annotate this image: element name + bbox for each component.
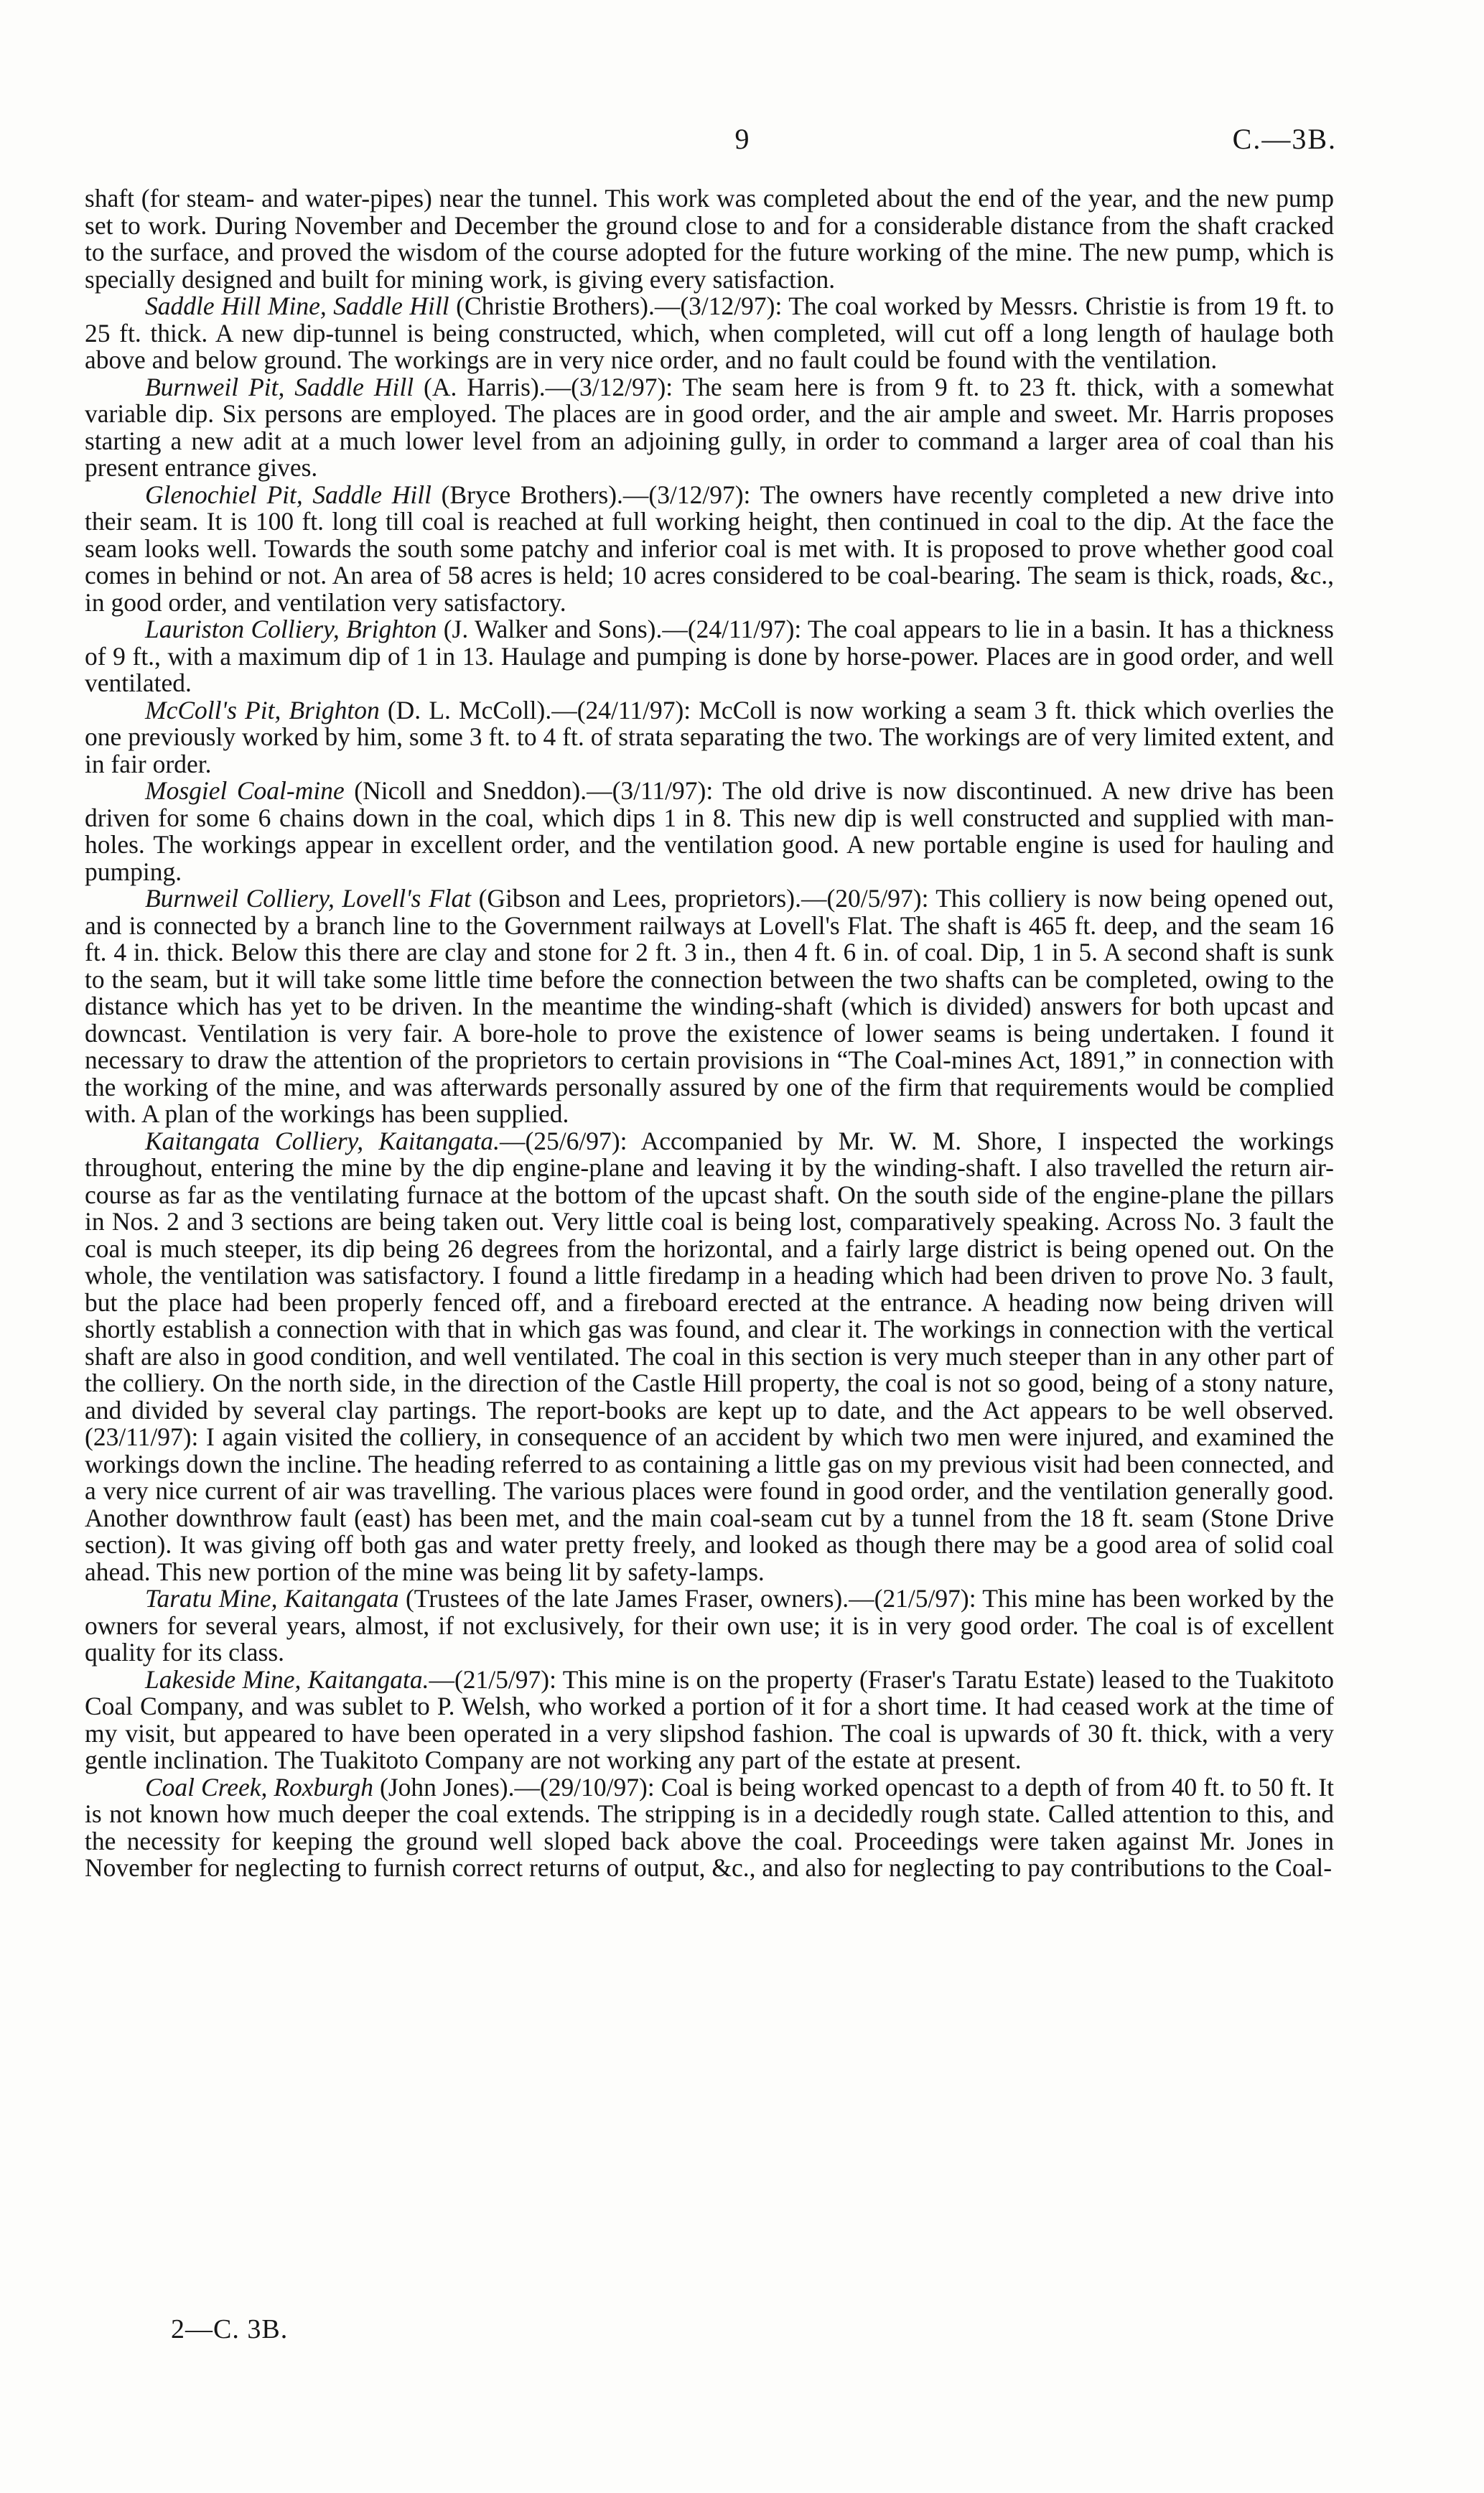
- paragraph-text: (Bryce Brothers).—(3/12/97): The owners have recently completed a new drive into their seam. It is 100 ft. long till coal is reached at full working height, then continued in coal to the dip. At the face the seam looks well. Towards the south some patchy and inferior coal is met with. It is proposed to prove whether good coal comes in behind or not. An area of 58 acres is held; 10 acres considered to be coal-bearing. The seam is thick, roads, &c., in good order, and ventilation very satisfactory.: [85, 480, 1334, 617]
- paragraph-text: (D. L. McColl).—(24/11/97): McColl is now working a seam 3 ft. thick which overlies the one previously worked by him, some 3 ft. to 4 ft. of strata separating the two. The workings are of very limited extent, and in fair order.: [85, 695, 1334, 778]
- paragraph-kaitangata-colliery: [85, 1128, 1334, 1586]
- mine-name: Burnweil Pit, Saddle Hill: [145, 372, 414, 401]
- paragraph-text: —(25/6/97): Accompanied by Mr. W. M. Shore, I inspected the workings throughout, entering the mine by the dip engine-plane and leaving it by the winding-shaft. I also travelled the return air-course as far as the ventilating furnace at the bottom of the upcast shaft. On the south side of the engine-plane the pillars in Nos. 2 and 3 sections are being taken out. Very little coal is being lost, comparatively speaking. Across No. 3 fault the coal is much steeper, its dip being 26 degrees from the horizontal, and a fairly large district is being opened out. On the whole, the ventilation was satisfactory. I found a little firedamp in a heading which had been driven to prove No. 3 fault, but the place had been properly fenced off, and a fireboard erected at the entrance. A heading now being driven will shortly establish a connection with that in which gas was found, and clear it. The workings in connection with the vertical shaft are also in good condition, and well ventilated. The coal in this section is very much steeper than in any other part of the colliery. On the north side, in the direction of the Castle Hill property, the coal is not so good, being of a stony nature, and divided by several clay partings. The report-books are kept up to date, and the Act appears to be well observed. (23/11/97): I again visited the colliery, in consequence of an accident by which two men were injured, and examined the workings down the incline. The heading referred to as containing a little gas on my previous visit had been connected, and a very nice current of air was travelling. The various places were found in good order, and the ventilation generally good. Another downthrow fault (east) has been met, and the main coal-seam cut by a tunnel from the 18 ft. seam (Stone Drive section). It was giving off both gas and water pretty freely, and looked as though there may be a good area of solid coal ahead. This new portion of the mine was being lit by safety-lamps.: [85, 1126, 1334, 1586]
- paragraph-glenochiel-pit: [85, 482, 1334, 617]
- paragraph-taratu-mine: [85, 1585, 1334, 1667]
- mine-name: Lakeside Mine, Kaitangata.: [145, 1664, 429, 1694]
- paragraph-mosgiel-coal-mine: [85, 778, 1334, 885]
- paragraph-saddle-hill-mine: [85, 293, 1334, 374]
- mine-name: Taratu Mine, Kaitangata: [145, 1584, 399, 1613]
- mine-name: Saddle Hill Mine, Saddle Hill: [145, 292, 449, 320]
- paragraph-burnweil-pit: [85, 374, 1334, 482]
- paragraph-continued: [85, 185, 1334, 293]
- signature-mark: 2—C. 3B.: [171, 2314, 289, 2344]
- paragraph-lauriston-colliery: [85, 616, 1334, 697]
- paragraph-text: (J. Walker and Sons).—(24/11/97): The coal appears to lie in a basin. It has a thickness of 9 ft., with a maximum dip of 1 in 13. Haulage and pumping is done by horse-power. Places are in good order, and well ventilated.: [85, 615, 1334, 697]
- mine-name: Mosgiel Coal-mine: [145, 776, 345, 805]
- paragraph-text: shaft (for steam- and water-pipes) near the tunnel. This work was completed about the end of the year, and the new pump set to work. During November and December the ground close to and for a considerable distance from the shaft cracked to the surface, and proved the wisdom of the course adopted for the future working of the mine. The new pump, which is specially designed and built for mining work, is giving every satisfaction.: [85, 184, 1334, 294]
- mine-name: Kaitangata Colliery, Kaitangata.: [145, 1126, 500, 1155]
- paragraph-text: (Christie Brothers).—(3/12/97): The coal worked by Messrs. Christie is from 19 ft. to 25 ft. thick. A new dip-tunnel is being constructed, which, when completed, will cut off a long length of haulage both above and below ground. The workings are in very nice order, and no fault could be found with the ventilation.: [85, 292, 1335, 374]
- paragraph-mccolls-pit: [85, 697, 1334, 778]
- mine-name: McColl's Pit, Brighton: [145, 695, 380, 724]
- paragraph-lakeside-mine: [85, 1664, 1334, 1774]
- report-body: [85, 185, 1334, 1882]
- mine-name: Coal Creek, Roxburgh: [145, 1772, 374, 1802]
- document-code: C.—3B.: [1232, 123, 1337, 155]
- page-number: 9: [734, 123, 750, 155]
- paragraph-text: (John Jones).—(29/10/97): Coal is being worked opencast to a depth of from 40 ft. to 50 ft. It is not known how much deeper the coal extends. The stripping is in a decidedly rough state. Called attention to this, and the necessity for keeping the ground well sloped back above the coal. Proceedings were taken against Mr. Jones in November for neglecting to furnish correct returns of output, &c., and also for neglecting to pay contributions to the Coal-: [85, 1772, 1334, 1882]
- paragraph-coal-creek: [85, 1774, 1334, 1882]
- mine-name: Lauriston Colliery, Brighton: [145, 615, 437, 643]
- paragraph-text: —(21/5/97): This mine is on the property (Fraser's Taratu Estate) leased to the Tuakitoto Coal Company, and was sublet to P. Welsh, who worked a portion of it for a short time. It had ceased work at the time of my visit, but appeared to have been operated in a very slipshod fashion. The coal is upwards of 30 ft. thick, with a very gentle inclination. The Tuakitoto Company are not working any part of the estate at present.: [85, 1664, 1334, 1774]
- mine-name: Burnweil Colliery, Lovell's Flat: [145, 884, 472, 913]
- paragraph-text: (Nicoll and Sneddon).—(3/11/97): The old drive is now discontinued. A new drive has been driven for some 6 chains down in the coal, which dips 1 in 8. This new dip is well constructed and supplied with man-holes. The workings appear in excellent order, and the ventilation good. A new portable engine is used for hauling and pumping.: [85, 776, 1334, 886]
- mine-name: Glenochiel Pit, Saddle Hill: [145, 480, 431, 509]
- paragraph-text: (Trustees of the late James Fraser, owners).—(21/5/97): This mine has been worked by the owners for several years, almost, if not exclusively, for their own use; it is in very good order. The coal is of excellent quality for its class.: [85, 1584, 1334, 1667]
- paragraph-text: (A. Harris).—(3/12/97): The seam here is from 9 ft. to 23 ft. thick, with a somewhat variable dip. Six persons are employed. The places are in good order, and the air ample and sweet. Mr. Harris proposes starting a new adit at a much lower level from an adjoining gully, in order to command a larger area of coal than his present entrance gives.: [85, 372, 1334, 482]
- paragraph-burnweil-colliery: [85, 885, 1334, 1128]
- paragraph-text: (Gibson and Lees, proprietors).—(20/5/97): This colliery is now being opened out, and is connected by a branch line to the Government railways at Lovell's Flat. The shaft is 465 ft. deep, and the seam 16 ft. 4 in. thick. Below this there are clay and stone for 2 ft. 3 in., then 4 ft. 6 in. of coal. Dip, 1 in 5. A second shaft is sunk to the seam, but it will take some little time before the connection between the two shafts can be completed, owing to the distance which has yet to be driven. In the meantime the winding-shaft (which is divided) answers for both upcast and downcast. Ventilation is very fair. A bore-hole to prove the existence of lower seams is being undertaken. I found it necessary to draw the attention of the proprietors to certain provisions in “The Coal-mines Act, 1891,” in connection with the working of the mine, and was afterwards personally assured by one of the firm that requirements would be complied with. A plan of the workings has been supplied.: [85, 884, 1334, 1128]
